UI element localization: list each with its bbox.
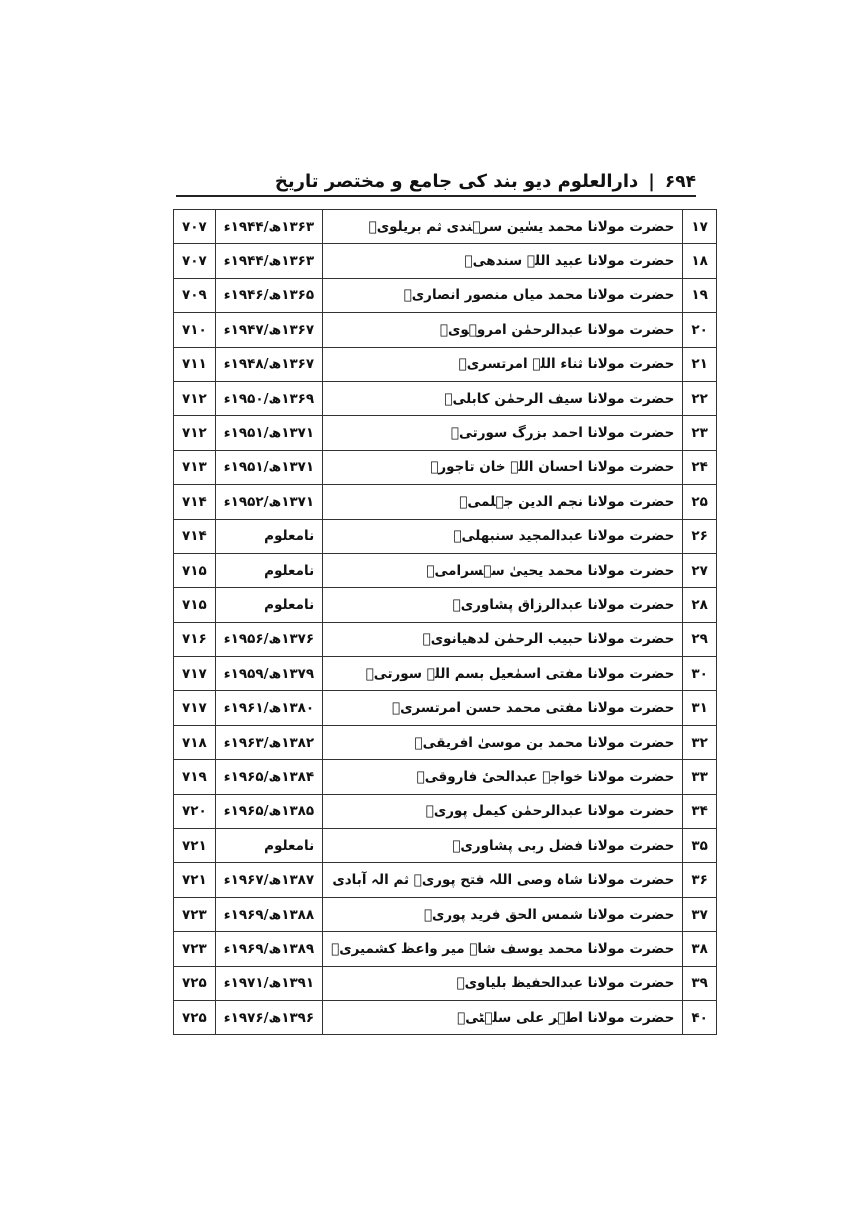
scholar-name: حضرت مولانا عبدالمجید سنبھلیؒ [323,519,683,553]
death-date: ۱۳۶۳ھ/۱۹۴۴ء [215,210,322,244]
page-reference: ۷۱۲ [174,416,216,450]
page-reference: ۷۱۵ [174,553,216,587]
table-row [174,244,717,278]
row-number: ۲۷ [683,553,716,587]
row-number: ۳۷ [683,897,716,931]
row-number: ۲۲ [683,381,716,415]
table-row [174,1000,717,1034]
death-date: نامعلوم [215,588,322,622]
table-row [174,485,717,519]
death-date: ۱۳۷۱ھ/۱۹۵۱ء [215,450,322,484]
scholar-name: حضرت مولانا عبدالرحمٰن امروہویؒ [323,313,683,347]
table-row [174,450,717,484]
death-date: ۱۳۷۶ھ/۱۹۵۶ء [215,622,322,656]
row-number: ۳۳ [683,760,716,794]
page-reference: ۷۱۹ [174,760,216,794]
death-date: نامعلوم [215,829,322,863]
page-reference: ۷۱۰ [174,313,216,347]
row-number: ۱۸ [683,244,716,278]
book-title: دارالعلوم دیو بند کی جامع و مختصر تاریخ [274,171,639,192]
scholar-name: حضرت مولانا عبدالرحمٰن کیمل پوریؒ [323,794,683,828]
table-row [174,313,717,347]
scholar-name: حضرت مولانا محمد یوسف شاہ میر واعظ کشمیریؒ [323,932,683,966]
scholar-name: حضرت مولانا محمد بن موسیٰ افریقیؒ [323,725,683,759]
scholars-table [173,209,717,1035]
table-row [174,553,717,587]
death-date: ۱۳۶۷ھ/۱۹۴۸ء [215,347,322,381]
death-date: ۱۳۸۴ھ/۱۹۶۵ء [215,760,322,794]
death-date: ۱۳۷۹ھ/۱۹۵۹ء [215,657,322,691]
table-row [174,691,717,725]
page-reference: ۷۲۳ [174,932,216,966]
row-number: ۲۳ [683,416,716,450]
death-date: ۱۳۸۲ھ/۱۹۶۳ء [215,725,322,759]
row-number: ۲۱ [683,347,716,381]
page-reference: ۷۱۷ [174,691,216,725]
table-row [174,416,717,450]
table-row [174,519,717,553]
table-body [174,210,717,1035]
header-separator: | [648,171,655,192]
death-date: ۱۳۸۵ھ/۱۹۶۵ء [215,794,322,828]
page-reference: ۷۲۵ [174,966,216,1000]
table-row [174,932,717,966]
scholar-name: حضرت مولانا عبید اللہ سندھیؒ [323,244,683,278]
row-number: ۳۲ [683,725,716,759]
scholar-name: حضرت مولانا ثناء اللہ امرتسریؒ [323,347,683,381]
page-reference: ۷۱۷ [174,657,216,691]
page-reference: ۷۱۴ [174,485,216,519]
page-reference: ۷۱۶ [174,622,216,656]
scholar-name: حضرت مولانا محمد یحییٰ سہسرامیؒ [323,553,683,587]
header-rule [176,195,696,197]
death-date: ۱۳۸۰ھ/۱۹۶۱ء [215,691,322,725]
page-reference: ۷۱۱ [174,347,216,381]
scholar-name: حضرت مولانا فضل ربی پشاوریؒ [323,829,683,863]
page-reference: ۷۱۸ [174,725,216,759]
row-number: ۳۰ [683,657,716,691]
table-row [174,657,717,691]
page-reference: ۷۱۲ [174,381,216,415]
death-date: ۱۳۷۱ھ/۱۹۵۲ء [215,485,322,519]
table-row [174,863,717,897]
page-reference: ۷۰۷ [174,244,216,278]
row-number: ۳۴ [683,794,716,828]
row-number: ۲۸ [683,588,716,622]
page-reference: ۷۲۱ [174,863,216,897]
page-reference: ۷۲۱ [174,829,216,863]
death-date: نامعلوم [215,519,322,553]
table-row [174,210,717,244]
scholar-name: حضرت مولانا عبدالرزاق پشاوریؒ [323,588,683,622]
death-date: ۱۳۸۸ھ/۱۹۶۹ء [215,897,322,931]
scholar-name: حضرت مولانا نجم الدین جہلمیؒ [323,485,683,519]
page-reference: ۷۰۹ [174,278,216,312]
page-reference: ۷۲۰ [174,794,216,828]
table-row [174,829,717,863]
table-row [174,622,717,656]
death-date: ۱۳۶۳ھ/۱۹۴۴ء [215,244,322,278]
row-number: ۲۰ [683,313,716,347]
row-number: ۳۱ [683,691,716,725]
page-reference: ۷۱۴ [174,519,216,553]
death-date: نامعلوم [215,553,322,587]
death-date: ۱۳۸۷ھ/۱۹۶۷ء [215,863,322,897]
scholar-name: حضرت مولانا مفتی محمد حسن امرتسریؒ [323,691,683,725]
row-number: ۱۹ [683,278,716,312]
row-number: ۱۷ [683,210,716,244]
death-date: ۱۳۸۹ھ/۱۹۶۹ء [215,932,322,966]
row-number: ۳۸ [683,932,716,966]
scholar-name: حضرت مولانا احمد بزرگ سورتیؒ [323,416,683,450]
table-row [174,794,717,828]
scholar-name: حضرت مولانا اطہر علی سلہٹیؒ [323,1000,683,1034]
scholar-name: حضرت مولانا مفتی اسمٰعیل بسم اللہ سورتیؒ [323,657,683,691]
page-reference: ۷۲۵ [174,1000,216,1034]
table-row [174,347,717,381]
row-number: ۳۵ [683,829,716,863]
scholar-name: حضرت مولانا شاہ وصی اللہ فتح پوریؒ ثم الہ آبادی [323,863,683,897]
table-row [174,897,717,931]
scholar-name: حضرت مولانا شمس الحق فرید پوریؒ [323,897,683,931]
table-row [174,725,717,759]
page-reference: ۷۱۵ [174,588,216,622]
death-date: ۱۳۶۹ھ/۱۹۵۰ء [215,381,322,415]
page-header [176,162,696,192]
row-number: ۴۰ [683,1000,716,1034]
death-date: ۱۳۶۷ھ/۱۹۴۷ء [215,313,322,347]
scholar-name: حضرت مولانا عبدالحفیظ بلیاویؒ [323,966,683,1000]
row-number: ۲۶ [683,519,716,553]
row-number: ۳۶ [683,863,716,897]
row-number: ۲۹ [683,622,716,656]
scholar-name: حضرت مولانا سیف الرحمٰن کابلیؒ [323,381,683,415]
page-reference: ۷۱۳ [174,450,216,484]
table-row [174,381,717,415]
table-row [174,966,717,1000]
death-date: ۱۳۷۱ھ/۱۹۵۱ء [215,416,322,450]
row-number: ۳۹ [683,966,716,1000]
row-number: ۲۴ [683,450,716,484]
page-reference: ۷۰۷ [174,210,216,244]
scholar-name: حضرت مولانا احسان اللہ خان تاجورؒ [323,450,683,484]
page-number: ۶۹۴ [664,172,696,192]
scholar-name: حضرت مولانا حبیب الرحمٰن لدھیانویؒ [323,622,683,656]
death-date: ۱۳۹۶ھ/۱۹۷۶ء [215,1000,322,1034]
table-row [174,278,717,312]
scholar-name: حضرت مولانا محمد میاں منصور انصاریؒ [323,278,683,312]
scholar-name: حضرت مولانا محمد یسٰین سرہندی ثم بریلویؒ [323,210,683,244]
table-row [174,588,717,622]
table-row [174,760,717,794]
death-date: ۱۳۶۵ھ/۱۹۴۶ء [215,278,322,312]
page-reference: ۷۲۳ [174,897,216,931]
scholar-name: حضرت مولانا خواجہ عبدالحیٔ فاروقیؒ [323,760,683,794]
death-date: ۱۳۹۱ھ/۱۹۷۱ء [215,966,322,1000]
row-number: ۲۵ [683,485,716,519]
